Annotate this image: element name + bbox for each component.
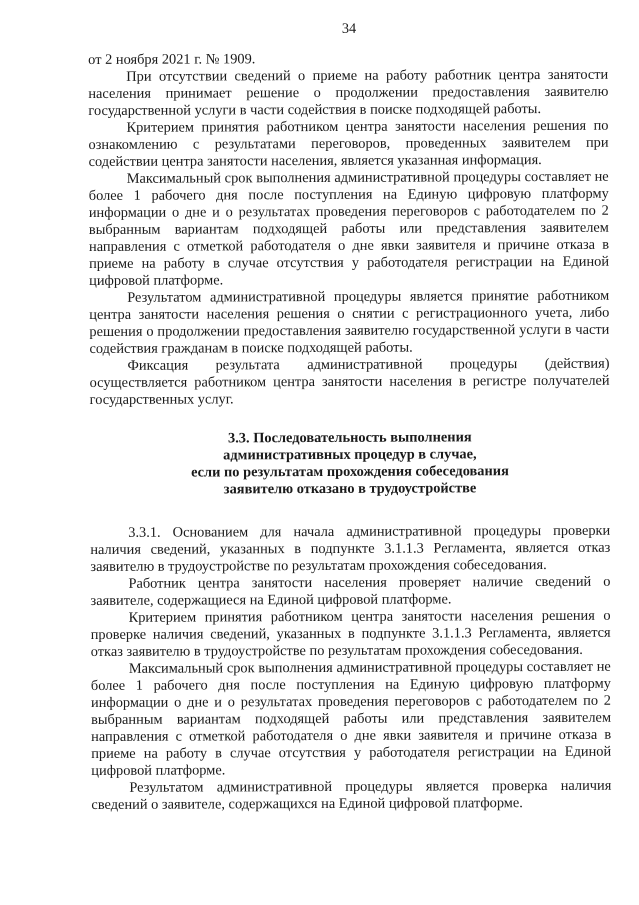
paragraph: Максимальный срок выполнения административной процедуры составляет не более 1 рабочего дня после поступления на Единую цифровую платформу информации о дне и о результатах проведения переговоров с работодателем по 2 выбранным вариантам подходящей работы или представления заявителем направления с отметкой работодателя о дне явки заявителя и причине отказа в приеме на работу в случае отсутствия у работодателя регистрации на Единой цифровой платформе. (90, 658, 612, 779)
section-heading-line: административных процедур в случае, (223, 446, 477, 464)
paragraph: Работник центра занятости населения проверяет наличие сведений о заявителе, содержащиеся на Единой цифровой платформе. (90, 573, 611, 609)
paragraph: Фиксация результата административной процедуры (действия) осуществляется работником центра занятости населения в регистре получателей государственных услуг. (89, 355, 610, 408)
section-heading-line: если по результатам прохождения собеседования (191, 463, 509, 481)
paragraph: Максимальный срок выполнения административной процедуры составляет не более 1 рабочего дня после поступления на Единую цифровую платформу информации о дне и о результатах проведения переговоров с работодателем по 2 выбранным вариантам подходящей работы или представления заявителем направления с отметкой работодателя о дне явки заявителя и причине отказа в приеме на работу в случае отсутствия у работодателя регистрации на Единой цифровой платформе. (88, 168, 610, 289)
paragraph: Критерием принятия работником центра занятости населения решения о проверке наличия сведений, указанных в подпункте 3.1.1.3 Регламента, является отказ заявителю в трудоустройстве по результатам прохождения собеседования. (90, 607, 611, 660)
paragraph: Результатом административной процедуры является принятие работником центра занятости населения решения о снятии с регистрационного учета, либо решения о продолжении предоставления заявителю государственной услуги в части содействия гражданам в поиске подходящей работы. (89, 287, 610, 357)
paragraph: При отсутствии сведений о приеме на работу работник центра занятости населения принимает решение о продолжении предоставления заявителю государственной услуги в части содействия в поиске подходящей работы. (88, 66, 609, 119)
paragraph: Результатом административной процедуры является проверка наличия сведений о заявителе, содержащихся на Единой цифровой платформе. (91, 777, 612, 813)
section-heading-line: заявителю отказано в трудоустройстве (223, 480, 477, 498)
section-heading-line: 3.3. Последовательность выполнения (227, 429, 472, 447)
section-heading (90, 429, 610, 499)
paragraph: Критерием принятия работником центра занятости населения решения по ознакомлению с результатами переговоров, проведенных заявителем при содействии центра занятости населения, является указанная информация. (88, 117, 609, 170)
paragraph-continuation: от 2 ноября 2021 г. № 1909. (88, 51, 256, 68)
paragraph: 3.3.1. Основанием для начала административной процедуры проверки наличия сведений, указанных в подпункте 3.1.1.3 Регламента, является отказ заявителю в трудоустройстве по результатам прохождения собеседования. (90, 522, 611, 575)
document-page (88, 20, 611, 814)
page-number: 34 (341, 20, 357, 37)
